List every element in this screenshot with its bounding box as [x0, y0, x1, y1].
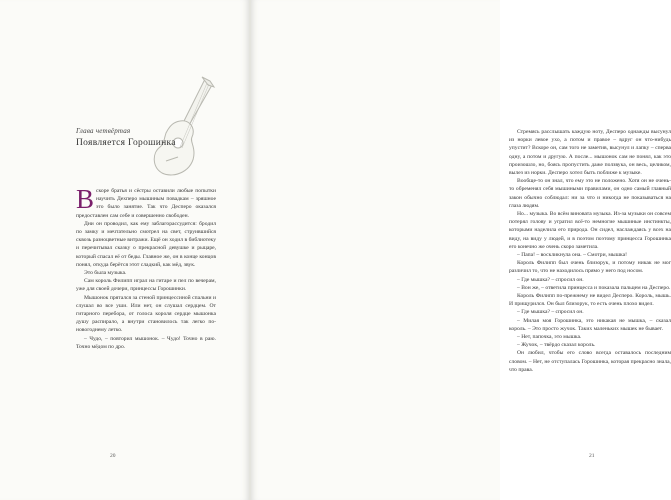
paragraph: Но... музыка. Во всём виновата музыка. Из-за музыки он совсем потерял голову и угратил всё-то немногие мышиные инстинкты, которыми наделила его природа. Он сидел, наслаждаясь у всех на виду, на виду у людей, и в поэтом поэтому принцесса Горошинка его конечно же очень скоро заметила.: [509, 211, 671, 250]
paragraph: Он любил, чтобы его слово всегда оставалось последним словом. – Нет, не отступалась Горошинка, которая прекрасно знала, что права.: [509, 350, 671, 373]
paragraph: – Где мышка? – спросил он.: [517, 309, 584, 316]
left-page: [0, 0, 249, 500]
page-number-left: 20: [110, 453, 116, 459]
paragraph: – Жучок, – твёрдо сказал король.: [517, 342, 596, 349]
paragraph: Сам король Филипп играл на гитаре и пел по вечерам, уже для своей дочери, принцессы Горошинки.: [76, 278, 216, 293]
paragraph: – Чудо, – повторил мышонок. – Чудо! Точно в раю. Точно мёдом по дро.: [76, 335, 216, 350]
paragraph: – Милая моя Горошинка, это никакая не мышка, – сказал король. – Это просто жучок. Таких маленьких мышек не бывает.: [509, 317, 671, 332]
right-page: [251, 0, 671, 500]
chapter-label: Глава четвёртая: [76, 127, 131, 135]
guitar-icon: [150, 75, 222, 185]
paragraph: Вскоре братья и сёстры оставили любые попытки научить Дехперо мышиным повадкам – зряшное это было занятие. Так что Десперо оказался предоставлен сам себе и совершенно свободен.: [76, 184, 216, 219]
page-number-right: 21: [589, 453, 595, 459]
paragraph: Дни он проводил, как ему заблагорассудится: бродил по замку и мечтательно смотрел на свет, струившийся сквозь разноцветные витражи. Ещё он ходил в библиотеку и перечитывал сказку о прекрасной девушке и рыцаре, который спасал её от беды. Главное же, он в конце концов понял, откуда берётся этот сладкий, как мёд, звук.: [76, 220, 216, 268]
paragraph: – Папа! – воскликнула она. – Смотри, мышка!: [517, 252, 627, 259]
drop-cap: В: [76, 184, 95, 214]
right-body-text: [509, 128, 671, 374]
paragraph: Мышонок прятался за стеной принцессиной спальни и слушал во все уши. Или нет, он слушал сердцем. От гитарного перебора, от голоса короля сердце мышонка душу распирало, а внутри становилось так легко по-новогоднему летко.: [76, 294, 216, 334]
left-body-text: [76, 184, 216, 351]
paragraph: Вообще-то он знал, что ему это не положено. Хотя он не очень-то обременял себя мышиными правилами, он одно самый главный закон обычно соблюдал: ни за что и никогда не показываться на глаза людям.: [509, 178, 671, 209]
paragraph: – Вон же, – ответила принцесса и показала пальцем на Десперо.: [517, 284, 671, 291]
paragraph: Стремясь расслышать каждую ноту, Десперо однажды высунул из норки левое ухо, а потом и правое – вдруг он что-нибудь упустит? Вскоре он, сам того не заметив, высунул и лапку – сперва одну, а потом и другую. А после... мышонок сам не понял, как это произошло, но, боясь пропустить даже ползвука, он весь, целиком, вылез из норки. Десперо хотел быть поближе к музыке.: [509, 129, 671, 177]
paragraph: Это была музыка.: [84, 270, 127, 277]
chapter-title: Появляется Горошинка: [76, 138, 176, 148]
paragraph: Король Филипп был очень близорук, и потому никак не мог различил то, что не находилось прямо у него под носом.: [509, 260, 671, 275]
paragraph: – Нет, папочка, это мышка.: [517, 334, 582, 341]
paragraph: Король Филипп по-прежнему не видел Десперо. Король, мышь. И прищурился. Он был близорук, то есть очень плохо видел.: [509, 293, 671, 308]
paragraph: – Где мышка? – спросил он.: [517, 276, 584, 283]
